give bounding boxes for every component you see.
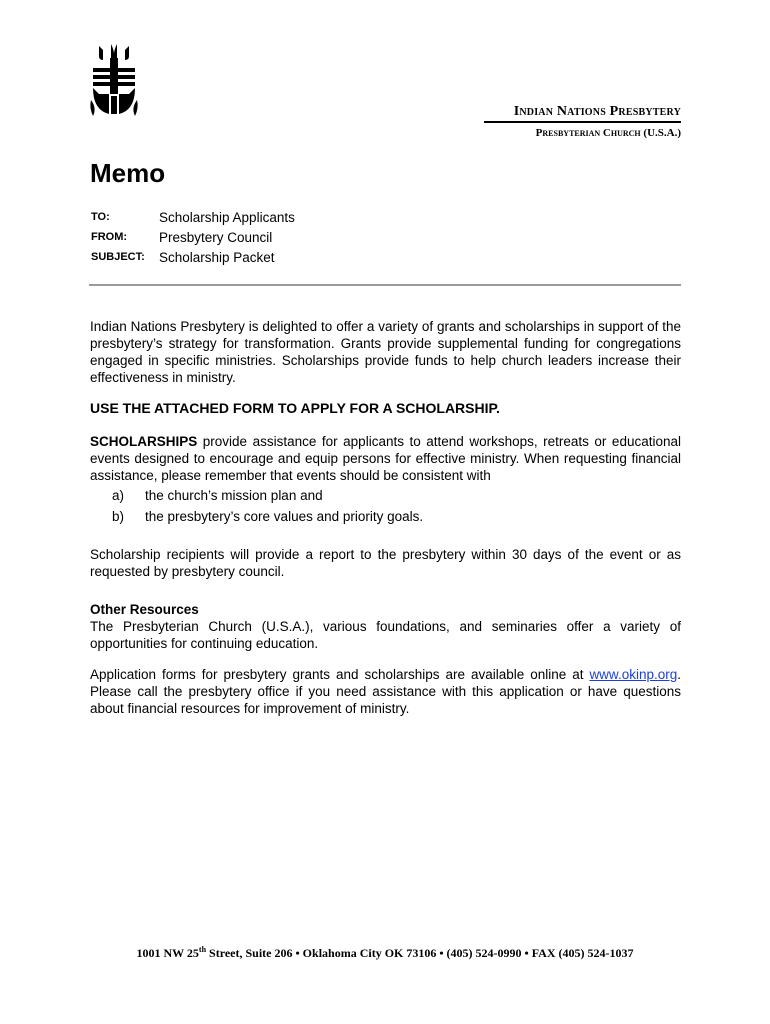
memo-to-row	[91, 207, 295, 227]
application-text-end: . Please call the presbytery office if you need assistance with this application or have questions about financial resources for improvement of ministry.	[90, 667, 681, 716]
report-text: Scholarship recipients will provide a report to the presbytery within 30 days of the event or as requested by presbytery council.	[90, 547, 681, 579]
report-paragraph	[90, 546, 681, 580]
to-label: TO:	[91, 211, 110, 223]
apply-heading: USE THE ATTACHED FORM TO APPLY FOR A SCHOLARSHIP.	[90, 400, 500, 416]
application-text-start: Application forms for presbytery grants and scholarships are available online at	[90, 667, 590, 682]
org-subtitle: Presbyterian Church (U.S.A.)	[535, 127, 681, 139]
intro-paragraph	[90, 318, 681, 386]
org-name: Indian Nations Presbytery	[513, 104, 681, 119]
memo-subject-row	[91, 247, 295, 267]
header-divider	[89, 284, 681, 286]
footer-street-start: 1001 NW 25	[136, 946, 199, 960]
scholarships-paragraph	[90, 433, 681, 484]
presbyterian-seal-icon	[89, 44, 139, 116]
footer-street-sup: th	[198, 945, 207, 954]
application-text-block	[90, 666, 681, 717]
list-marker: a)	[112, 488, 125, 503]
memo-title: Memo	[90, 158, 166, 188]
scholarships-text: provide assistance for applicants to attend workshops, retreats or educational events designed to encourage and equip persons for effective ministry. When requesting financial assistance, please remember that events should be consistent with	[90, 434, 681, 483]
memo-header	[91, 207, 295, 267]
subject-label: SUBJECT:	[91, 251, 145, 263]
application-paragraph	[90, 666, 681, 717]
criteria-list	[112, 485, 423, 527]
from-value: Presbytery Council	[159, 229, 273, 245]
list-item-text: the church’s mission plan and	[145, 488, 323, 503]
resources-title: Other Resources	[90, 602, 199, 617]
website-link[interactable]: www.okinp.org	[589, 667, 678, 682]
to-value: Scholarship Applicants	[159, 209, 295, 225]
letterhead-org	[514, 102, 681, 120]
scholarships-text-block	[90, 433, 681, 484]
intro-text: Indian Nations Presbytery is delighted to offer a variety of grants and scholarships in support of the presbytery’s strategy for transformation. Grants provide supplemental funding for congregations engaged in specific ministries. Scholarships provide funds to help church leaders increase their effectiveness in ministry.	[90, 319, 681, 385]
list-item-text: the presbytery’s core values and priority goals.	[145, 509, 424, 524]
resources-text: The Presbyterian Church (U.S.A.), various foundations, and seminaries offer a variety of opportunities for continuing education.	[90, 619, 681, 651]
footer-street-end: Street, Suite 206 • Oklahoma City OK 73106 • (405) 524-0990 • FAX (405) 524-1037	[206, 946, 634, 960]
memo-from-row	[91, 227, 295, 247]
subject-value: Scholarship Packet	[159, 249, 275, 265]
list-item	[112, 485, 423, 506]
list-marker: b)	[112, 509, 125, 524]
scholarships-lead: SCHOLARSHIPS	[90, 434, 198, 449]
list-item	[112, 506, 423, 527]
footer-address	[0, 945, 770, 961]
resources-paragraph	[90, 618, 681, 652]
letterhead-rule	[484, 121, 681, 123]
from-label: FROM:	[91, 231, 128, 243]
